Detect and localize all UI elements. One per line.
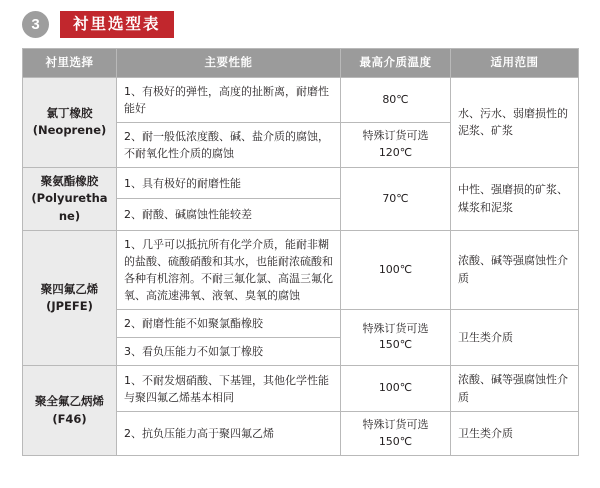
lining-name-cell (23, 77, 117, 167)
max-temperature-cell: 特殊订货可选 150℃ (341, 309, 451, 365)
lining-name-cn: 氯丁橡胶 (46, 106, 93, 121)
performance-cell: 1、有极好的弹性，高度的扯断离，耐磨性能好 (117, 77, 341, 122)
max-temperature-cell: 100℃ (341, 366, 451, 412)
table-row (23, 366, 579, 412)
page-header (0, 0, 600, 38)
max-temperature-cell: 70℃ (341, 168, 451, 231)
column-header-scope: 适用范围 (451, 49, 579, 78)
max-temperature-cell: 特殊订货可选 150℃ (341, 412, 451, 456)
lining-name-cn: 聚氨酯橡胶 (40, 174, 99, 188)
step-badge: 3 (22, 11, 49, 38)
column-header-max-temperature: 最高介质温度 (341, 49, 451, 78)
scope-cell: 水、污水、弱磨损性的泥浆、矿浆 (451, 77, 579, 167)
performance-cell: 1、具有极好的耐磨性能 (117, 168, 341, 199)
lining-name-en: (JPEFE) (46, 298, 93, 313)
scope-cell: 卫生类介质 (451, 309, 579, 365)
performance-cell: 1、不耐发烟硝酸、下基锂，其他化学性能与聚四氟乙烯基本相同 (117, 366, 341, 412)
table-row (23, 168, 579, 199)
page-title: 衬里选型表 (60, 11, 174, 38)
table-body (23, 77, 579, 455)
performance-cell: 2、耐磨性能不如聚氯酯橡胶 (117, 309, 341, 337)
column-header-lining: 衬里选择 (23, 49, 117, 78)
column-header-performance: 主要性能 (117, 49, 341, 78)
lining-name-cn: 聚全氟乙炳烯 (35, 394, 104, 409)
lining-name-en: (Neoprene) (32, 123, 107, 138)
table-header-row (23, 49, 579, 78)
performance-cell: 3、看负压能力不如氯丁橡胶 (117, 337, 341, 365)
lining-name-en: (F46) (52, 411, 87, 426)
table-row (23, 77, 579, 122)
max-temperature-cell: 特殊订货可选 120℃ (341, 122, 451, 167)
scope-cell: 中性、强磨损的矿浆、煤浆和泥浆 (451, 168, 579, 231)
table-row (23, 230, 579, 309)
scope-cell: 卫生类介质 (451, 412, 579, 456)
max-temperature-cell: 100℃ (341, 230, 451, 309)
performance-cell: 1、几乎可以抵抗所有化学介质，能耐非糊的盐酸、硫酸硝酸和其水，也能耐浓硫酸和各种有机溶剂。不耐三氟化氯、高温三氟化氧、高流速沸氧、液氧、臭氧的腐蚀 (117, 230, 341, 309)
max-temperature-cell: 80℃ (341, 77, 451, 122)
scope-cell: 浓酸、碱等强腐蚀性介质 (451, 366, 579, 412)
scope-cell: 浓酸、碱等强腐蚀性介质 (451, 230, 579, 309)
performance-cell: 2、抗负压能力高于聚四氟乙烯 (117, 412, 341, 456)
lining-name-cell (23, 230, 117, 365)
lining-selection-table-wrapper (22, 48, 578, 456)
lining-name-cell (23, 366, 117, 456)
lining-name-cn: 聚四氟乙烯 (40, 281, 99, 296)
lining-name-en: (Polyurethane) (31, 191, 108, 223)
performance-cell: 2、耐酸、碱腐蚀性能较差 (117, 199, 341, 230)
performance-cell: 2、耐一般低浓度酸、碱、盐介质的腐蚀，不耐氧化性介质的腐蚀 (117, 122, 341, 167)
lining-selection-table (22, 48, 579, 456)
lining-name-cell (23, 168, 117, 231)
